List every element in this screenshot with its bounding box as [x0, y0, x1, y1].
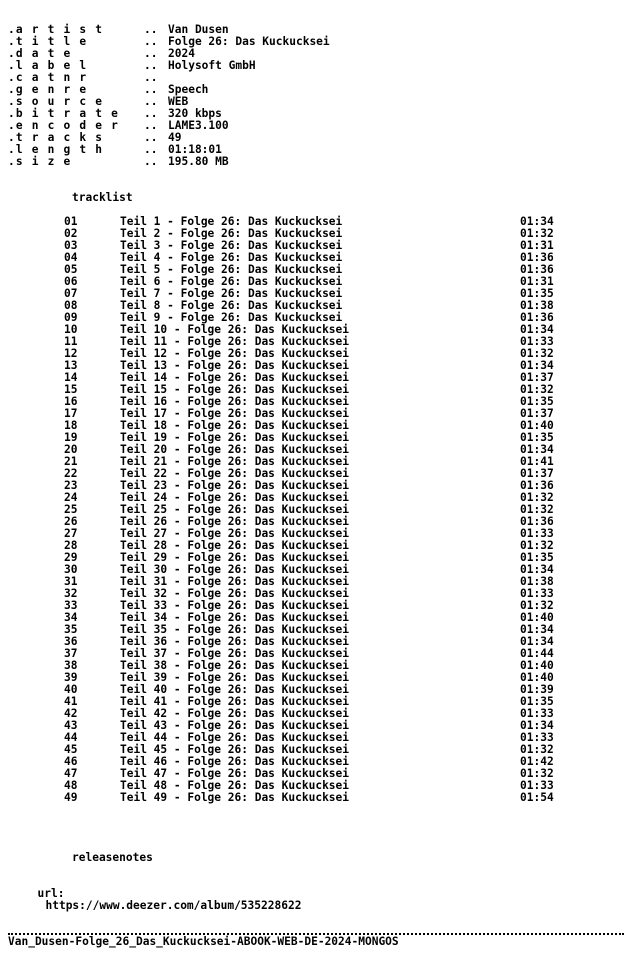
track-number: 26: [64, 515, 78, 528]
metadata-key: .s i z e: [8, 155, 72, 168]
track-title: Teil 44 - Folge 26: Das Kuckucksei: [120, 731, 350, 744]
track-number: 23: [64, 479, 78, 492]
track-length: 01:31: [520, 275, 554, 288]
track-length: 01:34: [520, 635, 554, 648]
track-length: 01:32: [520, 503, 554, 516]
track-length: 01:38: [520, 575, 554, 588]
track-number: 40: [64, 683, 78, 696]
track-number: 14: [64, 371, 78, 384]
metadata-separator: ..: [144, 143, 158, 156]
track-length: 01:33: [520, 779, 554, 792]
track-length: 01:36: [520, 251, 554, 264]
metadata-value: 01:18:01: [168, 143, 222, 156]
metadata-value: 2024: [168, 47, 195, 60]
track-number: 47: [64, 767, 78, 780]
track-title: Teil 43 - Folge 26: Das Kuckucksei: [120, 719, 350, 732]
track-length: 01:38: [520, 299, 554, 312]
track-number: 12: [64, 347, 78, 360]
track-number: 13: [64, 359, 78, 372]
metadata-value: LAME3.100: [168, 119, 229, 132]
track-length: 01:35: [520, 695, 554, 708]
track-title: Teil 12 - Folge 26: Das Kuckucksei: [120, 347, 350, 360]
track-number: 30: [64, 563, 78, 576]
track-number: 44: [64, 731, 78, 744]
track-title: Teil 35 - Folge 26: Das Kuckucksei: [120, 623, 350, 636]
track-title: Teil 4 - Folge 26: Das Kuckucksei: [120, 251, 343, 264]
metadata-value: Van Dusen: [168, 23, 229, 36]
track-length: 01:33: [520, 587, 554, 600]
metadata-value: Folge 26: Das Kuckucksei: [168, 35, 330, 48]
metadata-value: WEB: [168, 95, 189, 108]
track-length: 01:32: [520, 539, 554, 552]
metadata-row: [0, 144, 632, 156]
track-number: 17: [64, 407, 78, 420]
track-number: 29: [64, 551, 78, 564]
track-length: 01:33: [520, 335, 554, 348]
track-number: 04: [64, 251, 78, 264]
track-title: Teil 5 - Folge 26: Das Kuckucksei: [120, 263, 343, 276]
track-title: Teil 21 - Folge 26: Das Kuckucksei: [120, 455, 350, 468]
track-title: Teil 49 - Folge 26: Das Kuckucksei: [120, 791, 350, 804]
track-title: Teil 25 - Folge 26: Das Kuckucksei: [120, 503, 350, 516]
track-title: Teil 18 - Folge 26: Das Kuckucksei: [120, 419, 350, 432]
track-length: 01:34: [520, 359, 554, 372]
track-number: 37: [64, 647, 78, 660]
metadata-key: .s o u r c e: [8, 95, 104, 108]
track-title: Teil 19 - Folge 26: Das Kuckucksei: [120, 431, 350, 444]
track-number: 07: [64, 287, 78, 300]
track-number: 42: [64, 707, 78, 720]
metadata-separator: ..: [144, 95, 158, 108]
url-link[interactable]: https://www.deezer.com/album/535228622: [45, 899, 302, 912]
track-number: 43: [64, 719, 78, 732]
track-title: Teil 42 - Folge 26: Das Kuckucksei: [120, 707, 350, 720]
track-number: 10: [64, 323, 78, 336]
track-number: 39: [64, 671, 78, 684]
metadata-value: Holysoft GmbH: [168, 59, 256, 72]
track-title: Teil 34 - Folge 26: Das Kuckucksei: [120, 611, 350, 624]
metadata-value: 195.80 MB: [168, 155, 229, 168]
metadata-key: .t r a c k s: [8, 131, 104, 144]
track-title: Teil 26 - Folge 26: Das Kuckucksei: [120, 515, 350, 528]
track-title: Teil 46 - Folge 26: Das Kuckucksei: [120, 755, 350, 768]
track-title: Teil 38 - Folge 26: Das Kuckucksei: [120, 659, 350, 672]
track-number: 02: [64, 227, 78, 240]
track-length: 01:54: [520, 791, 554, 804]
track-number: 25: [64, 503, 78, 516]
track-title: Teil 9 - Folge 26: Das Kuckucksei: [120, 311, 343, 324]
track-title: Teil 40 - Folge 26: Das Kuckucksei: [120, 683, 350, 696]
metadata-key: .a r t i s t: [8, 23, 104, 36]
track-length: 01:33: [520, 731, 554, 744]
track-number: 49: [64, 791, 78, 804]
track-title: Teil 32 - Folge 26: Das Kuckucksei: [120, 587, 350, 600]
track-number: 46: [64, 755, 78, 768]
track-number: 24: [64, 491, 78, 504]
metadata-row: [0, 60, 632, 72]
track-length: 01:32: [520, 347, 554, 360]
track-number: 34: [64, 611, 78, 624]
metadata-key: .g e n r e: [8, 83, 88, 96]
track-number: 21: [64, 455, 78, 468]
track-number: 08: [64, 299, 78, 312]
track-title: Teil 8 - Folge 26: Das Kuckucksei: [120, 299, 343, 312]
track-title: Teil 2 - Folge 26: Das Kuckucksei: [120, 227, 343, 240]
metadata-key: .d a t e: [8, 47, 72, 60]
track-length: 01:36: [520, 263, 554, 276]
metadata-row: [0, 36, 632, 48]
track-title: Teil 10 - Folge 26: Das Kuckucksei: [120, 323, 350, 336]
track-number: 33: [64, 599, 78, 612]
track-length: 01:40: [520, 419, 554, 432]
track-title: Teil 23 - Folge 26: Das Kuckucksei: [120, 479, 350, 492]
track-number: 20: [64, 443, 78, 456]
track-title: Teil 27 - Folge 26: Das Kuckucksei: [120, 527, 350, 540]
track-title: Teil 24 - Folge 26: Das Kuckucksei: [120, 491, 350, 504]
track-length: 01:32: [520, 383, 554, 396]
track-row: [0, 792, 632, 804]
metadata-separator: ..: [144, 47, 158, 60]
track-number: 11: [64, 335, 78, 348]
track-title: Teil 48 - Folge 26: Das Kuckucksei: [120, 779, 350, 792]
track-number: 41: [64, 695, 78, 708]
track-length: 01:33: [520, 707, 554, 720]
track-title: Teil 31 - Folge 26: Das Kuckucksei: [120, 575, 350, 588]
metadata-separator: ..: [144, 119, 158, 132]
track-title: Teil 11 - Folge 26: Das Kuckucksei: [120, 335, 350, 348]
track-number: 16: [64, 395, 78, 408]
release-name: Van_Dusen-Folge_26_Das_Kuckucksei-ABOOK-WEB-DE-2024-MONGOS: [8, 935, 399, 948]
track-length: 01:35: [520, 551, 554, 564]
track-number: 06: [64, 275, 78, 288]
url-label: url:: [37, 887, 65, 900]
metadata-key: .l a b e l: [8, 59, 88, 72]
track-title: Teil 30 - Folge 26: Das Kuckucksei: [120, 563, 350, 576]
track-length: 01:40: [520, 659, 554, 672]
metadata-value: 49: [168, 131, 182, 144]
track-title: Teil 3 - Folge 26: Das Kuckucksei: [120, 239, 343, 252]
metadata-key: .c a t n r: [8, 71, 88, 84]
track-length: 01:39: [520, 683, 554, 696]
track-length: 01:37: [520, 407, 554, 420]
track-title: Teil 17 - Folge 26: Das Kuckucksei: [120, 407, 350, 420]
track-length: 01:34: [520, 215, 554, 228]
track-title: Teil 6 - Folge 26: Das Kuckucksei: [120, 275, 343, 288]
metadata-separator: ..: [144, 83, 158, 96]
track-length: 01:32: [520, 743, 554, 756]
metadata-separator: ..: [144, 155, 158, 168]
track-length: 01:35: [520, 395, 554, 408]
track-length: 01:36: [520, 479, 554, 492]
metadata-value: 320 kbps: [168, 107, 222, 120]
metadata-key: .l e n g t h: [8, 143, 104, 156]
track-length: 01:37: [520, 467, 554, 480]
metadata-separator: ..: [144, 131, 158, 144]
track-number: 31: [64, 575, 78, 588]
track-number: 05: [64, 263, 78, 276]
track-title: Teil 7 - Folge 26: Das Kuckucksei: [120, 287, 343, 300]
track-number: 19: [64, 431, 78, 444]
metadata-key: .e n c o d e r: [8, 119, 120, 132]
track-title: Teil 28 - Folge 26: Das Kuckucksei: [120, 539, 350, 552]
metadata-row: [0, 156, 632, 168]
track-length: 01:35: [520, 431, 554, 444]
track-number: 01: [64, 215, 78, 228]
track-length: 01:34: [520, 323, 554, 336]
metadata-separator: ..: [144, 71, 158, 84]
track-length: 01:41: [520, 455, 554, 468]
metadata-separator: ..: [144, 23, 158, 36]
track-number: 03: [64, 239, 78, 252]
track-length: 01:36: [520, 311, 554, 324]
metadata-value: Speech: [168, 83, 209, 96]
metadata-separator: ..: [144, 107, 158, 120]
metadata-key: .b i t r a t e: [8, 107, 120, 120]
track-length: 01:34: [520, 623, 554, 636]
track-length: 01:40: [520, 671, 554, 684]
track-title: Teil 45 - Folge 26: Das Kuckucksei: [120, 743, 350, 756]
track-number: 22: [64, 467, 78, 480]
track-title: Teil 16 - Folge 26: Das Kuckucksei: [120, 395, 350, 408]
track-title: Teil 33 - Folge 26: Das Kuckucksei: [120, 599, 350, 612]
track-title: Teil 29 - Folge 26: Das Kuckucksei: [120, 551, 350, 564]
track-title: Teil 41 - Folge 26: Das Kuckucksei: [120, 695, 350, 708]
track-title: Teil 47 - Folge 26: Das Kuckucksei: [120, 767, 350, 780]
track-length: 01:32: [520, 227, 554, 240]
track-number: 45: [64, 743, 78, 756]
track-number: 36: [64, 635, 78, 648]
track-number: 28: [64, 539, 78, 552]
track-title: Teil 37 - Folge 26: Das Kuckucksei: [120, 647, 350, 660]
metadata-key: .t i t l e: [8, 35, 88, 48]
track-length: 01:42: [520, 755, 554, 768]
track-number: 35: [64, 623, 78, 636]
track-number: 32: [64, 587, 78, 600]
track-length: 01:34: [520, 719, 554, 732]
track-number: 48: [64, 779, 78, 792]
track-length: 01:31: [520, 239, 554, 252]
track-number: 38: [64, 659, 78, 672]
track-length: 01:36: [520, 515, 554, 528]
metadata-row: [0, 72, 632, 84]
track-number: 18: [64, 419, 78, 432]
track-length: 01:44: [520, 647, 554, 660]
track-number: 27: [64, 527, 78, 540]
track-title: Teil 13 - Folge 26: Das Kuckucksei: [120, 359, 350, 372]
track-title: Teil 20 - Folge 26: Das Kuckucksei: [120, 443, 350, 456]
tracklist-heading: tracklist: [72, 191, 133, 204]
track-length: 01:34: [520, 563, 554, 576]
releasenotes-url-line: [24, 876, 302, 912]
track-title: Teil 36 - Folge 26: Das Kuckucksei: [120, 635, 350, 648]
metadata-separator: ..: [144, 35, 158, 48]
track-length: 01:33: [520, 527, 554, 540]
track-length: 01:37: [520, 371, 554, 384]
releasenotes-heading: releasenotes: [72, 851, 153, 864]
track-length: 01:32: [520, 491, 554, 504]
track-length: 01:40: [520, 611, 554, 624]
track-title: Teil 39 - Folge 26: Das Kuckucksei: [120, 671, 350, 684]
track-length: 01:32: [520, 599, 554, 612]
track-title: Teil 14 - Folge 26: Das Kuckucksei: [120, 371, 350, 384]
track-title: Teil 1 - Folge 26: Das Kuckucksei: [120, 215, 343, 228]
track-number: 15: [64, 383, 78, 396]
track-number: 09: [64, 311, 78, 324]
track-length: 01:35: [520, 287, 554, 300]
track-title: Teil 15 - Folge 26: Das Kuckucksei: [120, 383, 350, 396]
track-length: 01:34: [520, 443, 554, 456]
metadata-row: [0, 48, 632, 60]
track-title: Teil 22 - Folge 26: Das Kuckucksei: [120, 467, 350, 480]
metadata-separator: ..: [144, 59, 158, 72]
track-length: 01:32: [520, 767, 554, 780]
